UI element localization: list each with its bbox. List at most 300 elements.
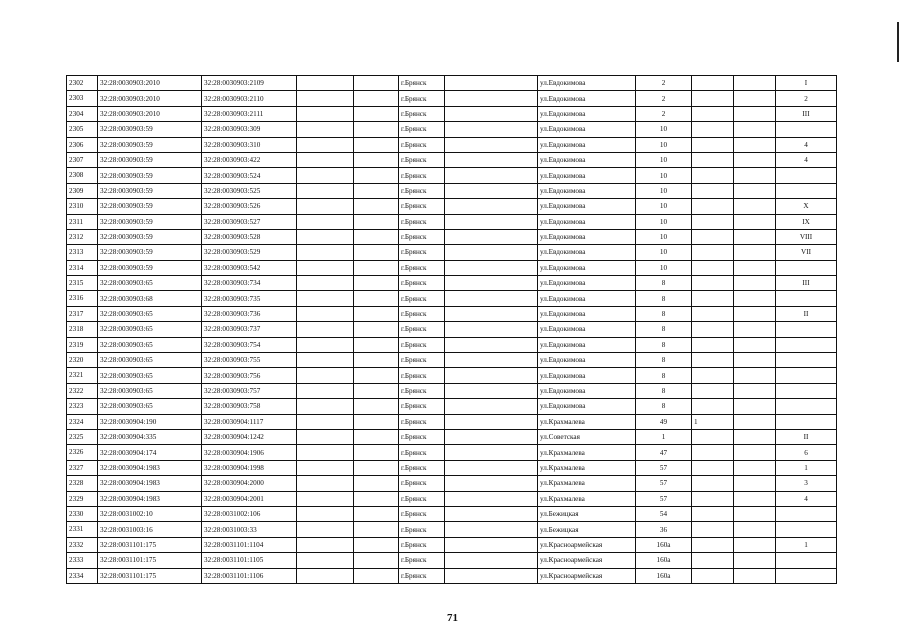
empty-cell	[297, 522, 354, 537]
empty-cell	[734, 106, 776, 121]
empty-cell	[354, 399, 399, 414]
table-row	[67, 199, 837, 214]
empty-cell	[445, 399, 538, 414]
premises-number-cell: III	[776, 276, 837, 291]
house-number-cell: 57	[636, 491, 692, 506]
empty-cell	[297, 460, 354, 475]
house-number-cell: 57	[636, 476, 692, 491]
street-cell: ул.Советская	[538, 429, 636, 444]
premises-number-cell	[776, 568, 837, 583]
empty-cell	[445, 368, 538, 383]
empty-cell	[445, 245, 538, 260]
parent-cadastral-number-cell: 32:28:0030904:335	[98, 429, 202, 444]
cadastral-number-cell: 32:28:0030904:1906	[202, 445, 297, 460]
building-cell	[692, 337, 734, 352]
empty-cell	[445, 476, 538, 491]
street-cell: ул.Евдокимова	[538, 76, 636, 91]
premises-number-cell	[776, 368, 837, 383]
empty-cell	[445, 168, 538, 183]
empty-cell	[734, 322, 776, 337]
cadastral-registry-table	[66, 75, 837, 584]
cadastral-number-cell: 32:28:0030903:527	[202, 214, 297, 229]
city-cell: г.Брянск	[399, 522, 445, 537]
premises-number-cell	[776, 168, 837, 183]
premises-number-cell	[776, 414, 837, 429]
building-cell	[692, 383, 734, 398]
city-cell: г.Брянск	[399, 137, 445, 152]
empty-cell	[734, 491, 776, 506]
parent-cadastral-number-cell: 32:28:0030903:65	[98, 337, 202, 352]
row-number-cell: 2305	[67, 122, 98, 137]
parent-cadastral-number-cell: 32:28:0030903:65	[98, 353, 202, 368]
empty-cell	[354, 568, 399, 583]
premises-number-cell: II	[776, 429, 837, 444]
empty-cell	[354, 553, 399, 568]
parent-cadastral-number-cell: 32:28:0030903:59	[98, 183, 202, 198]
building-cell	[692, 76, 734, 91]
street-cell: ул.Евдокимова	[538, 168, 636, 183]
street-cell: ул.Евдокимова	[538, 306, 636, 321]
empty-cell	[354, 306, 399, 321]
empty-cell	[354, 260, 399, 275]
empty-cell	[297, 106, 354, 121]
empty-cell	[297, 568, 354, 583]
parent-cadastral-number-cell: 32:28:0030903:59	[98, 214, 202, 229]
cadastral-number-cell: 32:28:0030903:734	[202, 276, 297, 291]
city-cell: г.Брянск	[399, 214, 445, 229]
row-number-cell: 2329	[67, 491, 98, 506]
street-cell: ул.Бежицкая	[538, 506, 636, 521]
empty-cell	[297, 445, 354, 460]
empty-cell	[445, 214, 538, 229]
row-number-cell: 2316	[67, 291, 98, 306]
table-row	[67, 353, 837, 368]
empty-cell	[734, 368, 776, 383]
parent-cadastral-number-cell: 32:28:0030904:1983	[98, 476, 202, 491]
empty-cell	[734, 276, 776, 291]
empty-cell	[297, 276, 354, 291]
house-number-cell: 10	[636, 152, 692, 167]
empty-cell	[354, 168, 399, 183]
street-cell: ул.Евдокимова	[538, 291, 636, 306]
empty-cell	[445, 553, 538, 568]
cadastral-number-cell: 32:28:0030903:542	[202, 260, 297, 275]
row-number-cell: 2302	[67, 76, 98, 91]
parent-cadastral-number-cell: 32:28:0030904:1983	[98, 460, 202, 475]
premises-number-cell: X	[776, 199, 837, 214]
city-cell: г.Брянск	[399, 445, 445, 460]
parent-cadastral-number-cell: 32:28:0030903:59	[98, 245, 202, 260]
premises-number-cell	[776, 337, 837, 352]
row-number-cell: 2306	[67, 137, 98, 152]
empty-cell	[297, 214, 354, 229]
cadastral-number-cell: 32:28:0030903:755	[202, 353, 297, 368]
street-cell: ул.Евдокимова	[538, 199, 636, 214]
house-number-cell: 10	[636, 199, 692, 214]
street-cell: ул.Евдокимова	[538, 106, 636, 121]
empty-cell	[354, 476, 399, 491]
table-row	[67, 276, 837, 291]
table-row	[67, 568, 837, 583]
table-row	[67, 522, 837, 537]
house-number-cell: 47	[636, 445, 692, 460]
empty-cell	[445, 429, 538, 444]
empty-cell	[445, 491, 538, 506]
table-row	[67, 229, 837, 244]
building-cell	[692, 137, 734, 152]
empty-cell	[354, 522, 399, 537]
city-cell: г.Брянск	[399, 399, 445, 414]
table-row	[67, 337, 837, 352]
row-number-cell: 2315	[67, 276, 98, 291]
empty-cell	[297, 152, 354, 167]
building-cell	[692, 168, 734, 183]
scan-edge-mark	[897, 22, 899, 62]
house-number-cell: 2	[636, 76, 692, 91]
building-cell	[692, 306, 734, 321]
row-number-cell: 2328	[67, 476, 98, 491]
cadastral-number-cell: 32:28:0030903:737	[202, 322, 297, 337]
street-cell: ул.Крахмалева	[538, 414, 636, 429]
table-body	[67, 76, 837, 584]
city-cell: г.Брянск	[399, 460, 445, 475]
building-cell	[692, 91, 734, 106]
house-number-cell: 8	[636, 306, 692, 321]
table-row	[67, 322, 837, 337]
house-number-cell: 2	[636, 106, 692, 121]
premises-number-cell: 3	[776, 476, 837, 491]
cadastral-number-cell: 32:28:0030903:757	[202, 383, 297, 398]
premises-number-cell: 2	[776, 91, 837, 106]
house-number-cell: 2	[636, 91, 692, 106]
empty-cell	[734, 383, 776, 398]
building-cell	[692, 152, 734, 167]
cadastral-number-cell: 32:28:0030903:526	[202, 199, 297, 214]
empty-cell	[297, 383, 354, 398]
premises-number-cell: 4	[776, 137, 837, 152]
empty-cell	[354, 183, 399, 198]
empty-cell	[297, 506, 354, 521]
city-cell: г.Брянск	[399, 506, 445, 521]
house-number-cell: 160а	[636, 537, 692, 552]
row-number-cell: 2303	[67, 91, 98, 106]
empty-cell	[734, 152, 776, 167]
house-number-cell: 8	[636, 368, 692, 383]
house-number-cell: 57	[636, 460, 692, 475]
street-cell: ул.Крахмалева	[538, 460, 636, 475]
house-number-cell: 8	[636, 322, 692, 337]
empty-cell	[445, 337, 538, 352]
building-cell	[692, 368, 734, 383]
empty-cell	[734, 122, 776, 137]
house-number-cell: 10	[636, 183, 692, 198]
cadastral-number-cell: 32:28:0030904:2000	[202, 476, 297, 491]
empty-cell	[445, 306, 538, 321]
empty-cell	[445, 91, 538, 106]
city-cell: г.Брянск	[399, 568, 445, 583]
table-row	[67, 106, 837, 121]
cadastral-number-cell: 32:28:0030903:524	[202, 168, 297, 183]
cadastral-number-cell: 32:28:0030903:422	[202, 152, 297, 167]
table-row	[67, 291, 837, 306]
building-cell	[692, 399, 734, 414]
street-cell: ул.Красноармейская	[538, 568, 636, 583]
premises-number-cell: 1	[776, 460, 837, 475]
premises-number-cell	[776, 353, 837, 368]
empty-cell	[445, 414, 538, 429]
street-cell: ул.Евдокимова	[538, 383, 636, 398]
empty-cell	[297, 260, 354, 275]
cadastral-number-cell: 32:28:0030904:2001	[202, 491, 297, 506]
cadastral-number-cell: 32:28:0031003:33	[202, 522, 297, 537]
table-row	[67, 429, 837, 444]
parent-cadastral-number-cell: 32:28:0030903:65	[98, 368, 202, 383]
empty-cell	[297, 353, 354, 368]
building-cell	[692, 491, 734, 506]
empty-cell	[297, 337, 354, 352]
street-cell: ул.Евдокимова	[538, 183, 636, 198]
parent-cadastral-number-cell: 32:28:0030904:190	[98, 414, 202, 429]
table-row	[67, 76, 837, 91]
empty-cell	[354, 322, 399, 337]
cadastral-number-cell: 32:28:0030904:1117	[202, 414, 297, 429]
city-cell: г.Брянск	[399, 368, 445, 383]
building-cell	[692, 214, 734, 229]
empty-cell	[734, 229, 776, 244]
street-cell: ул.Евдокимова	[538, 260, 636, 275]
empty-cell	[297, 91, 354, 106]
city-cell: г.Брянск	[399, 91, 445, 106]
empty-cell	[297, 122, 354, 137]
street-cell: ул.Евдокимова	[538, 276, 636, 291]
premises-number-cell: 6	[776, 445, 837, 460]
empty-cell	[297, 553, 354, 568]
house-number-cell: 36	[636, 522, 692, 537]
row-number-cell: 2304	[67, 106, 98, 121]
empty-cell	[445, 522, 538, 537]
empty-cell	[297, 322, 354, 337]
street-cell: ул.Евдокимова	[538, 214, 636, 229]
table-row	[67, 445, 837, 460]
cadastral-number-cell: 32:28:0030903:736	[202, 306, 297, 321]
city-cell: г.Брянск	[399, 183, 445, 198]
empty-cell	[297, 429, 354, 444]
empty-cell	[734, 399, 776, 414]
house-number-cell: 10	[636, 229, 692, 244]
house-number-cell: 160а	[636, 553, 692, 568]
cadastral-number-cell: 32:28:0030903:735	[202, 291, 297, 306]
empty-cell	[297, 199, 354, 214]
parent-cadastral-number-cell: 32:28:0031002:10	[98, 506, 202, 521]
empty-cell	[445, 383, 538, 398]
empty-cell	[734, 414, 776, 429]
empty-cell	[354, 199, 399, 214]
empty-cell	[354, 122, 399, 137]
parent-cadastral-number-cell: 32:28:0030903:59	[98, 260, 202, 275]
premises-number-cell: VII	[776, 245, 837, 260]
table-row	[67, 476, 837, 491]
house-number-cell: 8	[636, 353, 692, 368]
table-row	[67, 183, 837, 198]
empty-cell	[297, 414, 354, 429]
city-cell: г.Брянск	[399, 291, 445, 306]
empty-cell	[734, 445, 776, 460]
empty-cell	[354, 152, 399, 167]
row-number-cell: 2318	[67, 322, 98, 337]
street-cell: ул.Евдокимова	[538, 229, 636, 244]
parent-cadastral-number-cell: 32:28:0030904:1983	[98, 491, 202, 506]
premises-number-cell: I	[776, 76, 837, 91]
parent-cadastral-number-cell: 32:28:0030903:2010	[98, 106, 202, 121]
parent-cadastral-number-cell: 32:28:0031003:16	[98, 522, 202, 537]
building-cell	[692, 106, 734, 121]
premises-number-cell	[776, 183, 837, 198]
empty-cell	[354, 383, 399, 398]
cadastral-number-cell: 32:28:0030903:758	[202, 399, 297, 414]
empty-cell	[297, 291, 354, 306]
parent-cadastral-number-cell: 32:28:0030903:59	[98, 168, 202, 183]
row-number-cell: 2331	[67, 522, 98, 537]
premises-number-cell	[776, 322, 837, 337]
empty-cell	[734, 168, 776, 183]
row-number-cell: 2309	[67, 183, 98, 198]
table-row	[67, 491, 837, 506]
street-cell: ул.Евдокимова	[538, 152, 636, 167]
empty-cell	[354, 445, 399, 460]
parent-cadastral-number-cell: 32:28:0031101:175	[98, 568, 202, 583]
house-number-cell: 49	[636, 414, 692, 429]
parent-cadastral-number-cell: 32:28:0030903:2010	[98, 91, 202, 106]
cadastral-number-cell: 32:28:0030903:2111	[202, 106, 297, 121]
empty-cell	[734, 553, 776, 568]
empty-cell	[297, 229, 354, 244]
table-row	[67, 414, 837, 429]
table-row	[67, 460, 837, 475]
house-number-cell: 8	[636, 291, 692, 306]
premises-number-cell	[776, 291, 837, 306]
row-number-cell: 2321	[67, 368, 98, 383]
premises-number-cell	[776, 553, 837, 568]
city-cell: г.Брянск	[399, 553, 445, 568]
row-number-cell: 2307	[67, 152, 98, 167]
street-cell: ул.Крахмалева	[538, 491, 636, 506]
cadastral-number-cell: 32:28:0031002:106	[202, 506, 297, 521]
city-cell: г.Брянск	[399, 337, 445, 352]
row-number-cell: 2332	[67, 537, 98, 552]
empty-cell	[734, 291, 776, 306]
building-cell: 1	[692, 414, 734, 429]
empty-cell	[445, 537, 538, 552]
house-number-cell: 8	[636, 399, 692, 414]
cadastral-number-cell: 32:28:0031101:1105	[202, 553, 297, 568]
cadastral-number-cell: 32:28:0030904:1998	[202, 460, 297, 475]
table-row	[67, 137, 837, 152]
cadastral-number-cell: 32:28:0030903:2110	[202, 91, 297, 106]
street-cell: ул.Красноармейская	[538, 553, 636, 568]
empty-cell	[445, 568, 538, 583]
parent-cadastral-number-cell: 32:28:0030903:65	[98, 399, 202, 414]
empty-cell	[354, 76, 399, 91]
empty-cell	[734, 306, 776, 321]
building-cell	[692, 506, 734, 521]
row-number-cell: 2317	[67, 306, 98, 321]
empty-cell	[297, 491, 354, 506]
row-number-cell: 2322	[67, 383, 98, 398]
city-cell: г.Брянск	[399, 322, 445, 337]
empty-cell	[445, 445, 538, 460]
street-cell: ул.Евдокимова	[538, 322, 636, 337]
premises-number-cell: 4	[776, 152, 837, 167]
parent-cadastral-number-cell: 32:28:0030904:174	[98, 445, 202, 460]
city-cell: г.Брянск	[399, 152, 445, 167]
empty-cell	[297, 476, 354, 491]
city-cell: г.Брянск	[399, 106, 445, 121]
building-cell	[692, 183, 734, 198]
building-cell	[692, 260, 734, 275]
premises-number-cell: 4	[776, 491, 837, 506]
house-number-cell: 10	[636, 137, 692, 152]
row-number-cell: 2333	[67, 553, 98, 568]
empty-cell	[354, 229, 399, 244]
empty-cell	[354, 460, 399, 475]
premises-number-cell	[776, 383, 837, 398]
table-row	[67, 122, 837, 137]
table-row	[67, 260, 837, 275]
premises-number-cell: II	[776, 306, 837, 321]
empty-cell	[297, 537, 354, 552]
city-cell: г.Брянск	[399, 122, 445, 137]
house-number-cell: 8	[636, 276, 692, 291]
cadastral-number-cell: 32:28:0031101:1104	[202, 537, 297, 552]
building-cell	[692, 199, 734, 214]
street-cell: ул.Евдокимова	[538, 399, 636, 414]
cadastral-number-cell: 32:28:0030903:528	[202, 229, 297, 244]
building-cell	[692, 445, 734, 460]
premises-number-cell	[776, 399, 837, 414]
city-cell: г.Брянск	[399, 476, 445, 491]
empty-cell	[734, 260, 776, 275]
page-number: 71	[447, 612, 458, 624]
city-cell: г.Брянск	[399, 383, 445, 398]
city-cell: г.Брянск	[399, 199, 445, 214]
empty-cell	[354, 245, 399, 260]
cadastral-number-cell: 32:28:0030903:309	[202, 122, 297, 137]
empty-cell	[734, 137, 776, 152]
parent-cadastral-number-cell: 32:28:0030903:65	[98, 276, 202, 291]
row-number-cell: 2334	[67, 568, 98, 583]
parent-cadastral-number-cell: 32:28:0030903:2010	[98, 76, 202, 91]
row-number-cell: 2319	[67, 337, 98, 352]
empty-cell	[445, 260, 538, 275]
empty-cell	[354, 91, 399, 106]
parent-cadastral-number-cell: 32:28:0030903:68	[98, 291, 202, 306]
cadastral-number-cell: 32:28:0030903:754	[202, 337, 297, 352]
house-number-cell: 10	[636, 214, 692, 229]
parent-cadastral-number-cell: 32:28:0030903:59	[98, 199, 202, 214]
empty-cell	[354, 414, 399, 429]
house-number-cell: 8	[636, 337, 692, 352]
row-number-cell: 2330	[67, 506, 98, 521]
empty-cell	[354, 506, 399, 521]
empty-cell	[354, 291, 399, 306]
building-cell	[692, 322, 734, 337]
premises-number-cell: 1	[776, 537, 837, 552]
row-number-cell: 2311	[67, 214, 98, 229]
row-number-cell: 2308	[67, 168, 98, 183]
building-cell	[692, 245, 734, 260]
empty-cell	[354, 106, 399, 121]
city-cell: г.Брянск	[399, 353, 445, 368]
